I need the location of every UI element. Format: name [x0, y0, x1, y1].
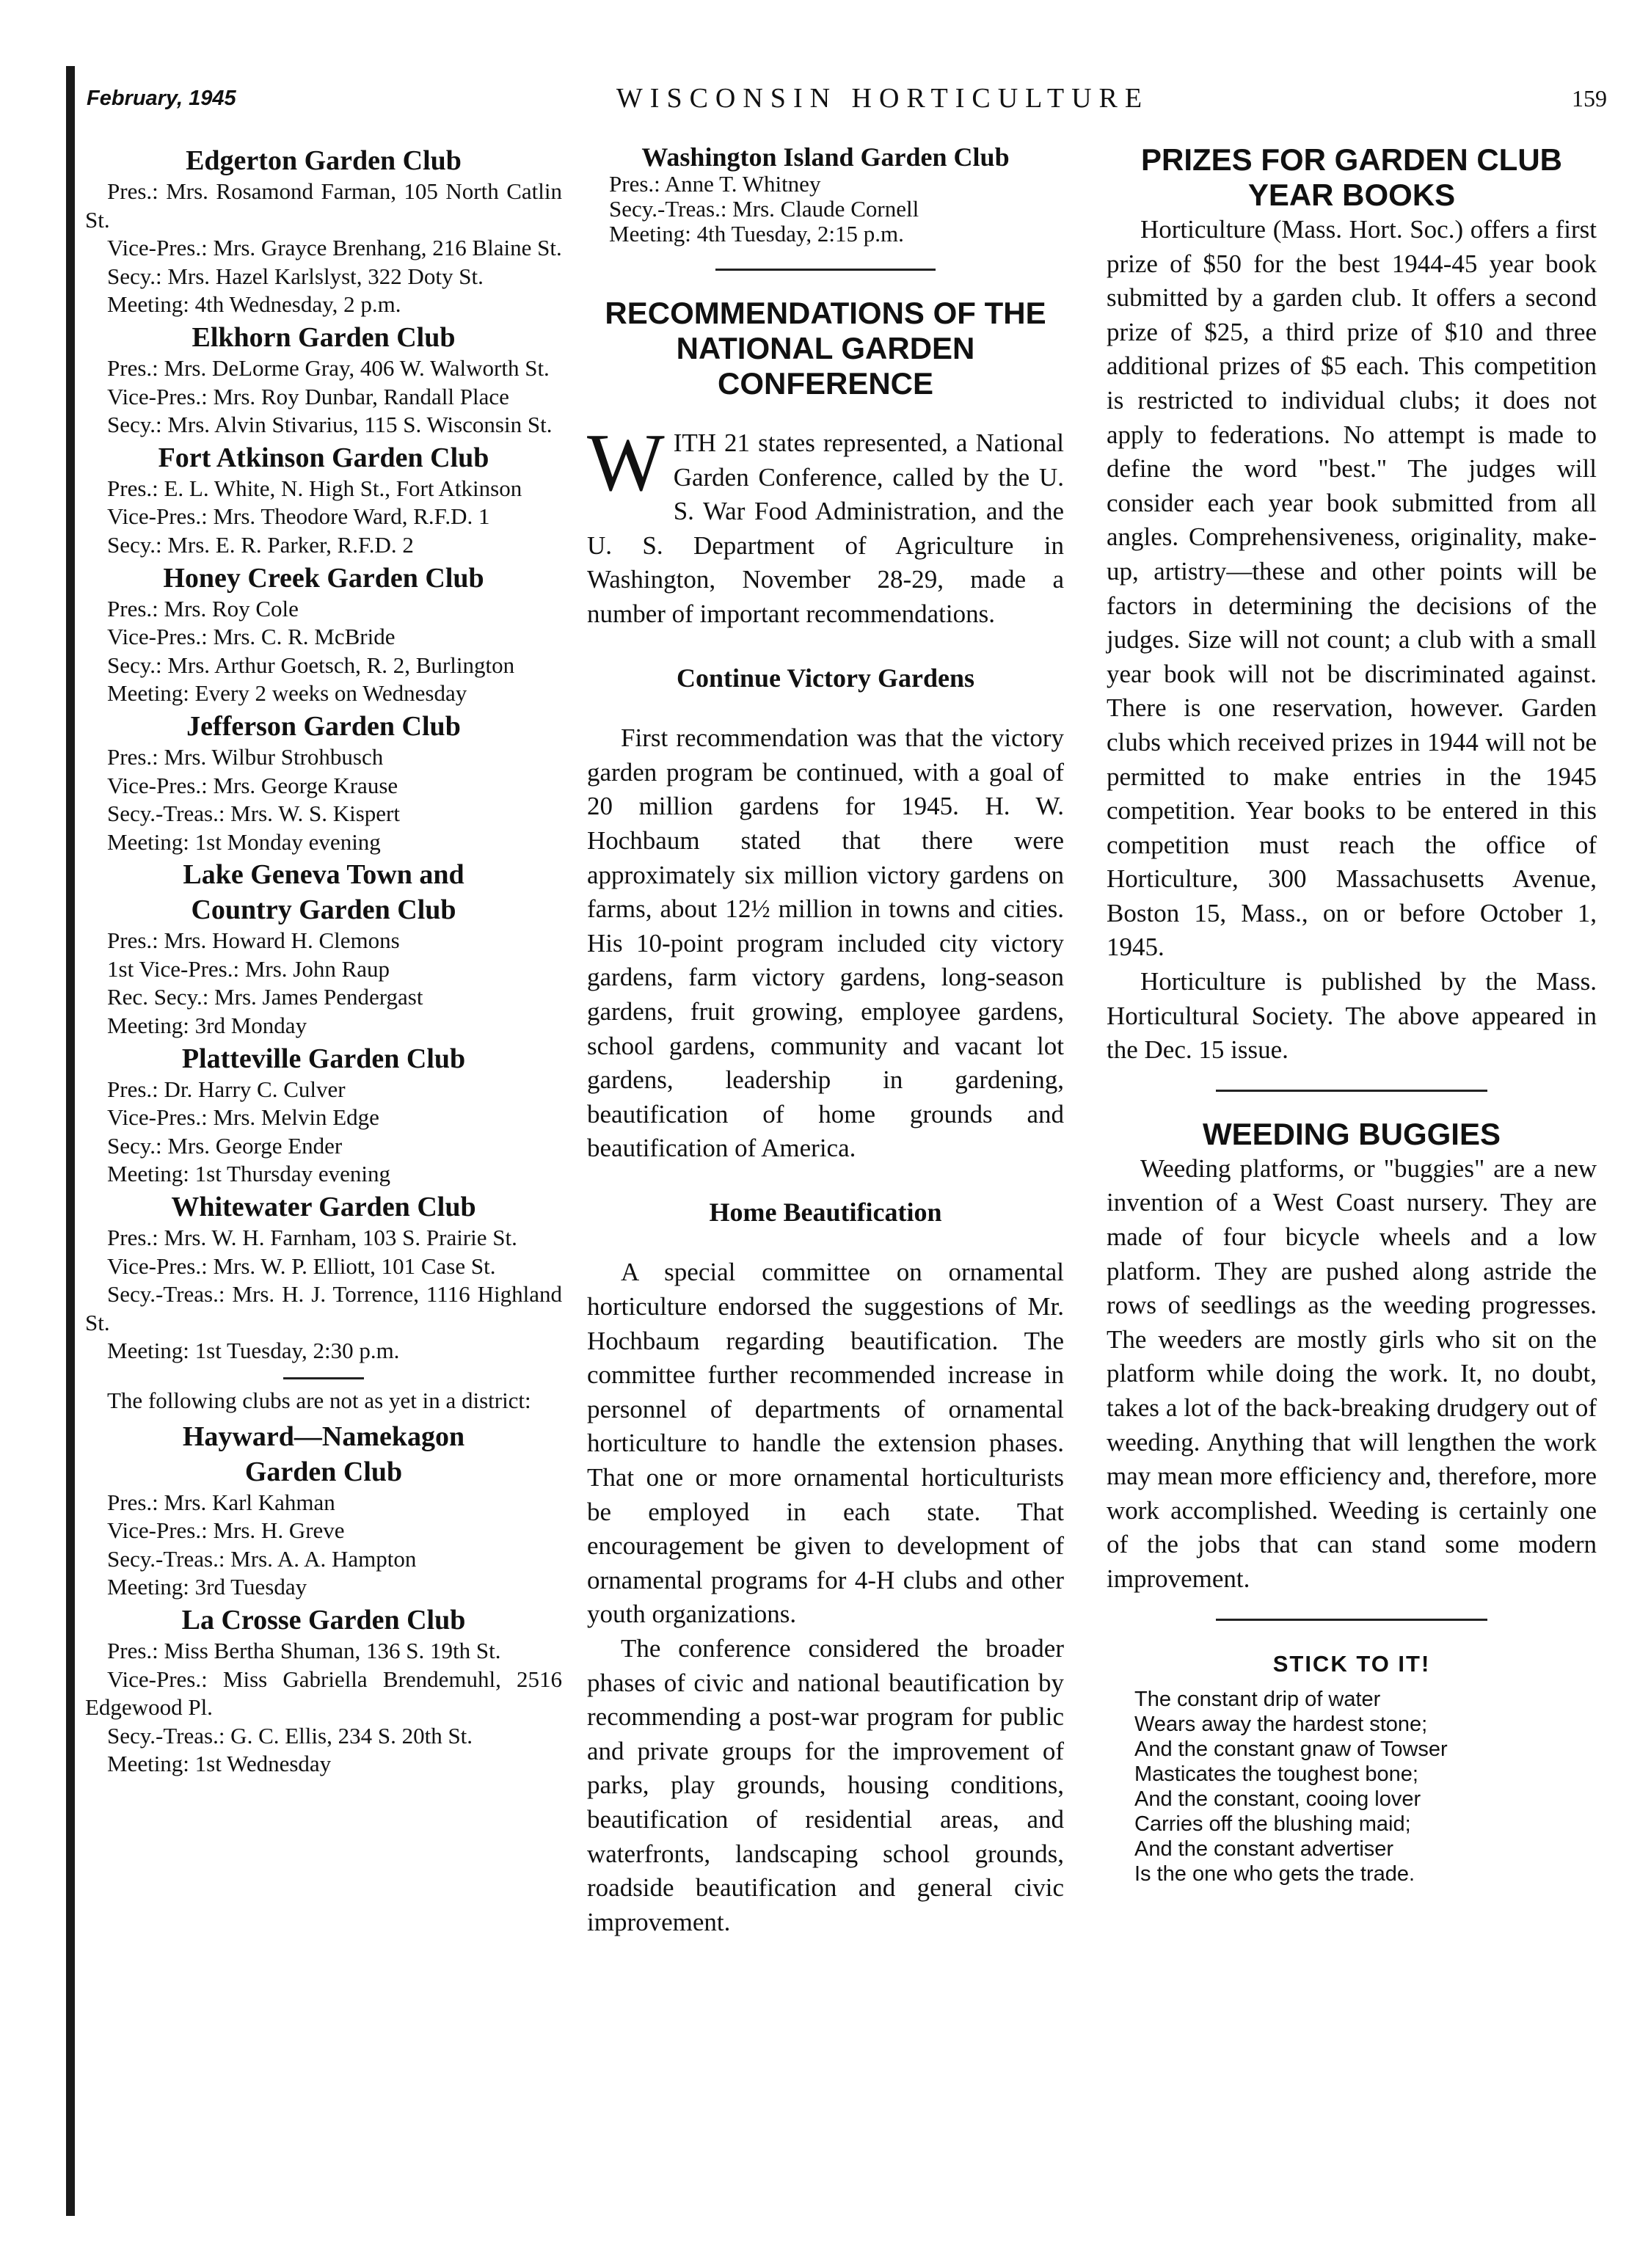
club-entry: Vice-Pres.: Mrs. Roy Dunbar, Randall Place [107, 383, 509, 409]
club-title: La Crosse Garden Club [181, 1604, 466, 1636]
club-entry: Pres.: Mrs. DeLorme Gray, 406 W. Walworth St. [107, 354, 550, 381]
poem-line: Is the one who gets the trade. [1134, 1862, 1415, 1886]
club-block [85, 321, 562, 440]
club-entry: Vice-Pres.: Miss Gabriella Brendemuhl, 2516 Edgewood Pl. [85, 1666, 562, 1721]
club-entry: Vice-Pres.: Mrs. W. P. Elliott, 101 Case St. [107, 1252, 496, 1279]
club-block [85, 1042, 562, 1189]
club-block [85, 1603, 562, 1779]
poem-line: And the constant advertiser [1134, 1837, 1394, 1862]
club-entry: Vice-Pres.: Mrs. H. Greve [107, 1517, 345, 1544]
club-block [85, 710, 562, 856]
club-list [85, 144, 562, 1365]
drop-cap: W [587, 417, 665, 508]
club-entry: Secy.: Mrs. Alvin Stivarius, 115 S. Wisconsin St. [107, 412, 553, 438]
paragraph: A special committee on ornamental horticulture endorsed the suggestions of Mr. Hochbaum regarding beautification. The committee further recommended increase in personnel of departments of ornamental horticulture to handle the extension phases. That one or more ornamental horticulturists be employed in each state. That encouragement be given to development of ornamental programs for 4-H clubs and other youth organizations. [587, 1258, 1064, 1629]
club-block [85, 1420, 562, 1602]
poem-line: Carries off the blushing maid; [1134, 1812, 1411, 1837]
page-number: 159 [1572, 85, 1607, 112]
divider [715, 269, 936, 271]
club-entry: Meeting: Every 2 weeks on Wednesday [107, 680, 467, 707]
club-entry: Pres.: Anne T. Whitney [609, 171, 821, 197]
club-entry: Secy.: Mrs. George Ender [107, 1132, 343, 1159]
poem-title: STICK TO IT! [1272, 1650, 1431, 1677]
club-entry: Pres.: Mrs. W. H. Farnham, 103 S. Prairie St. [107, 1225, 517, 1251]
club-entry: Meeting: 4th Tuesday, 2:15 p.m. [609, 221, 904, 247]
club-entry: Pres.: Mrs. Howard H. Clemons [107, 927, 400, 954]
club-entry: Vice-Pres.: Mrs. Melvin Edge [107, 1104, 379, 1131]
club-entry: Secy.: Mrs. Hazel Karlslyst, 322 Doty St. [107, 263, 484, 289]
club-entry: Pres.: Mrs. Rosamond Farman, 105 North Catlin St. [85, 178, 562, 233]
washington-island-club [587, 142, 1064, 247]
club-entry: Pres.: Dr. Harry C. Culver [107, 1076, 346, 1102]
divider [1216, 1090, 1487, 1092]
club-entry: Meeting: 1st Wednesday [107, 1751, 332, 1777]
club-entry: Pres.: E. L. White, N. High St., Fort Atkinson [107, 475, 522, 501]
club-block [85, 1190, 562, 1365]
poem-line: And the constant, cooing lover [1134, 1787, 1421, 1812]
club-title: Lake Geneva Town and [183, 859, 464, 891]
club-entry: Secy.-Treas.: Mrs. A. A. Hampton [107, 1545, 417, 1572]
club-entry: Secy.-Treas.: Mrs. W. S. Kispert [107, 801, 400, 827]
poem-line: The constant drip of water [1134, 1688, 1381, 1712]
subhead-home-beautification: Home Beautification [709, 1197, 942, 1227]
club-title: Elkhorn Garden Club [192, 321, 456, 353]
club-entry: Secy.: Mrs. Arthur Goetsch, R. 2, Burlington [107, 652, 515, 678]
journal-title: WISCONSIN HORTICULTURE [616, 83, 1150, 114]
paragraph: Weeding platforms, or "buggies" are a new invention of a West Coast nursery. They are made of four bicycle wheels and a low platform. They are pushed along astride the rows of seedlings as the weeding progresses. The weeders are mostly girls who sit on the platform while doing the work. It, no doubt, takes a lot of the back-breaking drudgery out of weeding. Anything that will lengthen the work may mean more efficiency and, therefore, more work accomplished. Weeding is certainly one of the jobs that can stand some modern improvement. [1107, 1153, 1597, 1593]
club-title: Whitewater Garden Club [171, 1192, 476, 1223]
club-entry: Vice-Pres.: Mrs. Grayce Brenhang, 216 Blaine St. [107, 235, 562, 261]
page-binding-edge [66, 66, 75, 2216]
club-entry: Pres.: Mrs. Wilbur Strohbusch [107, 743, 384, 770]
club-title: Country Garden Club [191, 894, 456, 926]
club-title: Platteville Garden Club [181, 1043, 466, 1074]
district-note: The following clubs are not as yet in a district: [107, 1388, 531, 1413]
prizes-column [1107, 142, 1597, 1886]
club-directory-column [85, 142, 562, 1779]
poem-line: Wears away the hardest stone; [1134, 1713, 1428, 1737]
club-entry: Pres.: Miss Bertha Shuman, 136 S. 19th St. [107, 1637, 501, 1663]
paragraph: Horticulture (Mass. Hort. Soc.) offers a first prize of $50 for the best 1944-45 year book submitted by a garden club. It offers a second prize of $25, a third prize of $10 and three additional prizes of $5 each. This competition is restricted to individual clubs; it does not apply to federations. No attempt is made to define the word "best." The judges will consider each year book submitted from all angles. Comprehensiveness, originality, make-up, artistry—these and other points will be factors in determining the decisions of the judges. Size will not count; a club with a small year book will not be discriminated against. There is one reservation, however. Garden clubs which received prizes in 1944 will not be permitted to make entries in the 1945 competition. Year books to be entered in this competition must reach the office of Horticulture, 300 Massachusetts Avenue, Boston 15, Mass., on or before October 1, 1945. [1107, 215, 1597, 962]
recommendations-heading: RECOMMENDATIONS OF THE NATIONAL GARDEN CONFERENCE [605, 296, 1046, 401]
club-block [85, 441, 562, 560]
poem [1107, 1687, 1597, 1886]
club-entry: Secy.-Treas.: Mrs. H. J. Torrence, 1116 Highland St. [85, 1281, 562, 1335]
club-entry: Meeting: 1st Tuesday, 2:30 p.m. [107, 1338, 400, 1364]
paragraph: First recommendation was that the victory garden program be continued, with a goal of 20 million gardens for 1945. H. W. Hochbaum stated that there were approximately six million victory gardens on farms, about 12½ million in towns and cities. His 10-point program included city victory gardens, farm victory gardens, long-season gardens, fruit growing, employee gardens, school gardens, community and vacant lot gardens, leadership in gardening, beautification of home grounds and beautification of America. [587, 723, 1064, 1163]
club-title: Fort Atkinson Garden Club [158, 442, 489, 473]
recommendations-column [587, 142, 1064, 1939]
club-entry: Meeting: 3rd Tuesday [107, 1574, 307, 1600]
recommendations-intro [587, 417, 1064, 632]
club-title: Honey Creek Garden Club [163, 562, 484, 594]
page-header [87, 82, 1607, 126]
club-title: Garden Club [244, 1456, 403, 1487]
paragraph: The conference considered the broader phases of civic and national beautification by recommending a post-war program for public and private groups for the improvement of parks, play grounds, housing conditions, beautification of residential areas, and waterfronts, landscaping school grounds, roadside beautification and general civic improvement. [587, 1634, 1064, 1936]
issue-date: February, 1945 [87, 87, 236, 110]
club-entry: Vice-Pres.: Mrs. Theodore Ward, R.F.D. 1 [107, 503, 490, 530]
divider [283, 1377, 364, 1379]
weeding-heading: WEEDING BUGGIES [1202, 1116, 1501, 1151]
club-entry: Meeting: 3rd Monday [107, 1013, 307, 1039]
club-title: Hayward—Namekagon [182, 1421, 465, 1452]
poem-line: Masticates the toughest bone; [1134, 1762, 1418, 1787]
club-entry: Vice-Pres.: Mrs. C. R. McBride [107, 624, 396, 650]
club-block [85, 858, 562, 1040]
poem-line: And the constant gnaw of Towser [1134, 1738, 1448, 1762]
club-entry: Secy.: Mrs. E. R. Parker, R.F.D. 2 [107, 531, 414, 558]
club-entry: Meeting: 1st Monday evening [107, 828, 381, 855]
divider [1216, 1619, 1487, 1621]
club-entry: 1st Vice-Pres.: Mrs. John Raup [107, 955, 390, 982]
club-block [85, 561, 562, 708]
prizes-heading: PRIZES FOR GARDEN CLUB YEAR BOOKS [1140, 142, 1562, 212]
club-title: Jefferson Garden Club [186, 710, 461, 742]
club-block [85, 144, 562, 319]
club-entry: Meeting: 1st Thursday evening [107, 1161, 391, 1187]
club-entry: Pres.: Mrs. Karl Kahman [107, 1489, 335, 1515]
club-list-unassigned [85, 1420, 562, 1779]
club-entry: Meeting: 4th Wednesday, 2 p.m. [107, 291, 401, 318]
club-title: Edgerton Garden Club [186, 145, 462, 176]
paragraph: Horticulture is published by the Mass. Horticultural Society. The above appeared in the Dec. 15 issue. [1107, 967, 1597, 1065]
club-title: Washington Island Garden Club [641, 142, 1010, 172]
club-entry: Pres.: Mrs. Roy Cole [107, 595, 299, 621]
club-entry: Rec. Secy.: Mrs. James Pendergast [107, 984, 423, 1010]
club-entry: Vice-Pres.: Mrs. George Krause [107, 772, 398, 798]
subhead-victory-gardens: Continue Victory Gardens [676, 663, 974, 693]
club-entry: Secy.-Treas.: G. C. Ellis, 234 S. 20th St. [107, 1722, 473, 1749]
club-entry: Secy.-Treas.: Mrs. Claude Cornell [609, 196, 919, 222]
intro-text: ITH 21 states represented, a National Garden Conference, called by the U. S. War Food Administration, and the U. S. Department of Agriculture in Washington, November 28-29, made a number of important recommendations. [587, 429, 1064, 628]
